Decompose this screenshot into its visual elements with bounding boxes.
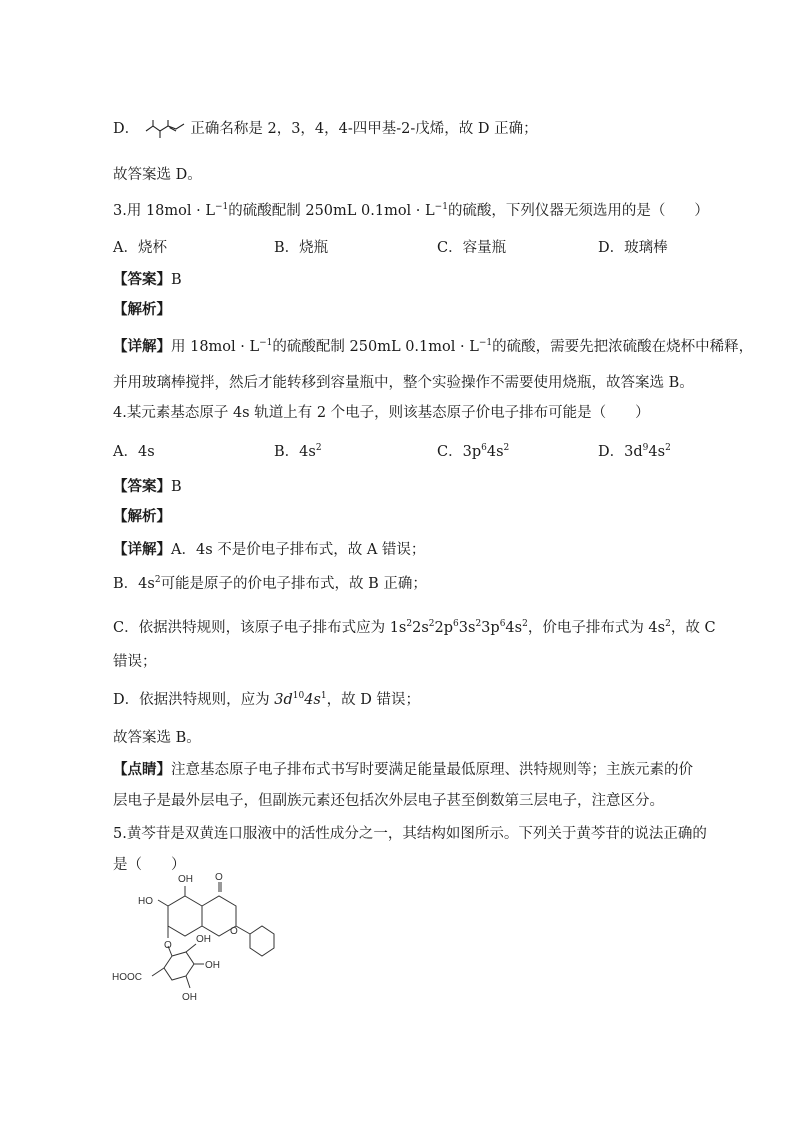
label-o-link: O — [164, 940, 172, 951]
label-ho-left: HO — [138, 896, 153, 907]
q4-option-d[interactable]: D．$3d^94s^2$ — [598, 443, 671, 460]
q4-tip-line1: 【点睛】注意基态原子电子排布式书写时要满足能量最低原理、洪特规则等；主族元素的价 — [113, 761, 693, 778]
prev-conclusion: 故答案选 D。 — [113, 167, 202, 183]
label-oh-r2: OH — [205, 960, 220, 971]
q4-option-b[interactable]: B．$4s^2$ — [274, 443, 322, 460]
detail-tag: 【详解】 — [113, 541, 171, 558]
q4-tip-line2: 层电子是最外层电子，但副族元素还包括次外层电子甚至倒数第三层电子，注意区分。 — [113, 793, 664, 809]
q3-option-d[interactable]: D．玻璃棒 — [598, 240, 668, 256]
q4-detail-c: C．依据洪特规则，该原子电子排布式应为 $1s^22s^22p^63s^23p^64s^2$，价电子排布式为 $4s^2$，故 C — [113, 619, 716, 636]
answer-tag: 【答案】 — [113, 478, 171, 495]
label-oh-bottom: OH — [182, 992, 197, 1003]
q4-detail-d: D．依据洪特规则，应为 $3d^{10}4s^1$，故 D 错误； — [113, 691, 420, 708]
q5-stem-line1: 5.黄芩苷是双黄连口服液中的活性成分之一，其结构如图所示。下列关于黄芩苷的说法正确的 — [113, 826, 707, 842]
q4-detail-c-cont: 错误； — [113, 654, 157, 670]
q4-conclusion: 故答案选 B。 — [113, 730, 201, 746]
q4-option-c[interactable]: C．$3p^64s^2$ — [437, 443, 510, 460]
q4-stem: 4.某元素基态原子 4s 轨道上有 2 个电子，则该基态原子价电子排布可能是（ ） — [113, 405, 650, 421]
q3-analysis-tag: 【解析】 — [113, 301, 171, 318]
label-oh-r1: OH — [196, 934, 211, 945]
q3-option-c[interactable]: C．容量瓶 — [437, 240, 507, 256]
q3-option-b[interactable]: B．烧瓶 — [274, 240, 329, 256]
skeletal-formula-image — [144, 117, 186, 139]
answer-value: B — [171, 272, 182, 288]
detail-tag: 【详解】 — [113, 338, 171, 355]
baicalin-structure-image — [110, 868, 300, 1018]
tip-tag: 【点睛】 — [113, 761, 171, 778]
label-hooc: HOOC — [112, 972, 142, 983]
q3-stem: 3.用 $18mol \cdot L^{-1}$的硫酸配制 250mL $0.1mol \cdot L^{-1}$的硫酸，下列仪器无须选用的是（ ） — [113, 202, 709, 219]
q3-answer — [113, 270, 182, 290]
q4-option-a[interactable]: A．4s — [113, 444, 155, 460]
q3-option-a[interactable]: A．烧杯 — [113, 240, 167, 256]
option-d-label: D． — [113, 121, 140, 137]
answer-tag: 【答案】 — [113, 271, 171, 288]
q4-detail-b: B．$4s^2$可能是原子的价电子排布式，故 B 正确； — [113, 575, 427, 592]
label-o-ring: O — [230, 926, 238, 937]
q4-analysis-tag: 【解析】 — [113, 508, 171, 525]
label-o-ketone: O — [215, 872, 223, 883]
q4-answer — [113, 477, 182, 497]
option-d-text: 正确名称是 2，3，4，4-四甲基-2-戊烯，故 D 正确； — [190, 121, 538, 137]
q4-detail-a: 【详解】A．4s 不是价电子排布式，故 A 错误； — [113, 541, 426, 558]
q5-stem-line2: 是（ ） — [113, 857, 186, 873]
electron-config: $1s^22s^22p^63s^23p^64s^2$ — [389, 619, 528, 636]
q3-detail-line2: 并用玻璃棒搅拌，然后才能转移到容量瓶中，整个实验操作不需要使用烧瓶，故答案选 B。 — [113, 375, 694, 391]
q3-detail-line1: 【详解】用 $18mol \cdot L^{-1}$的硫酸配制 250mL $0.1mol \cdot L^{-1}$的硫酸，需要先把浓硫酸在烧杯中稀释， — [113, 338, 754, 355]
option-d-line — [113, 117, 538, 139]
label-oh-top: OH — [178, 874, 193, 885]
answer-value: B — [171, 479, 182, 495]
